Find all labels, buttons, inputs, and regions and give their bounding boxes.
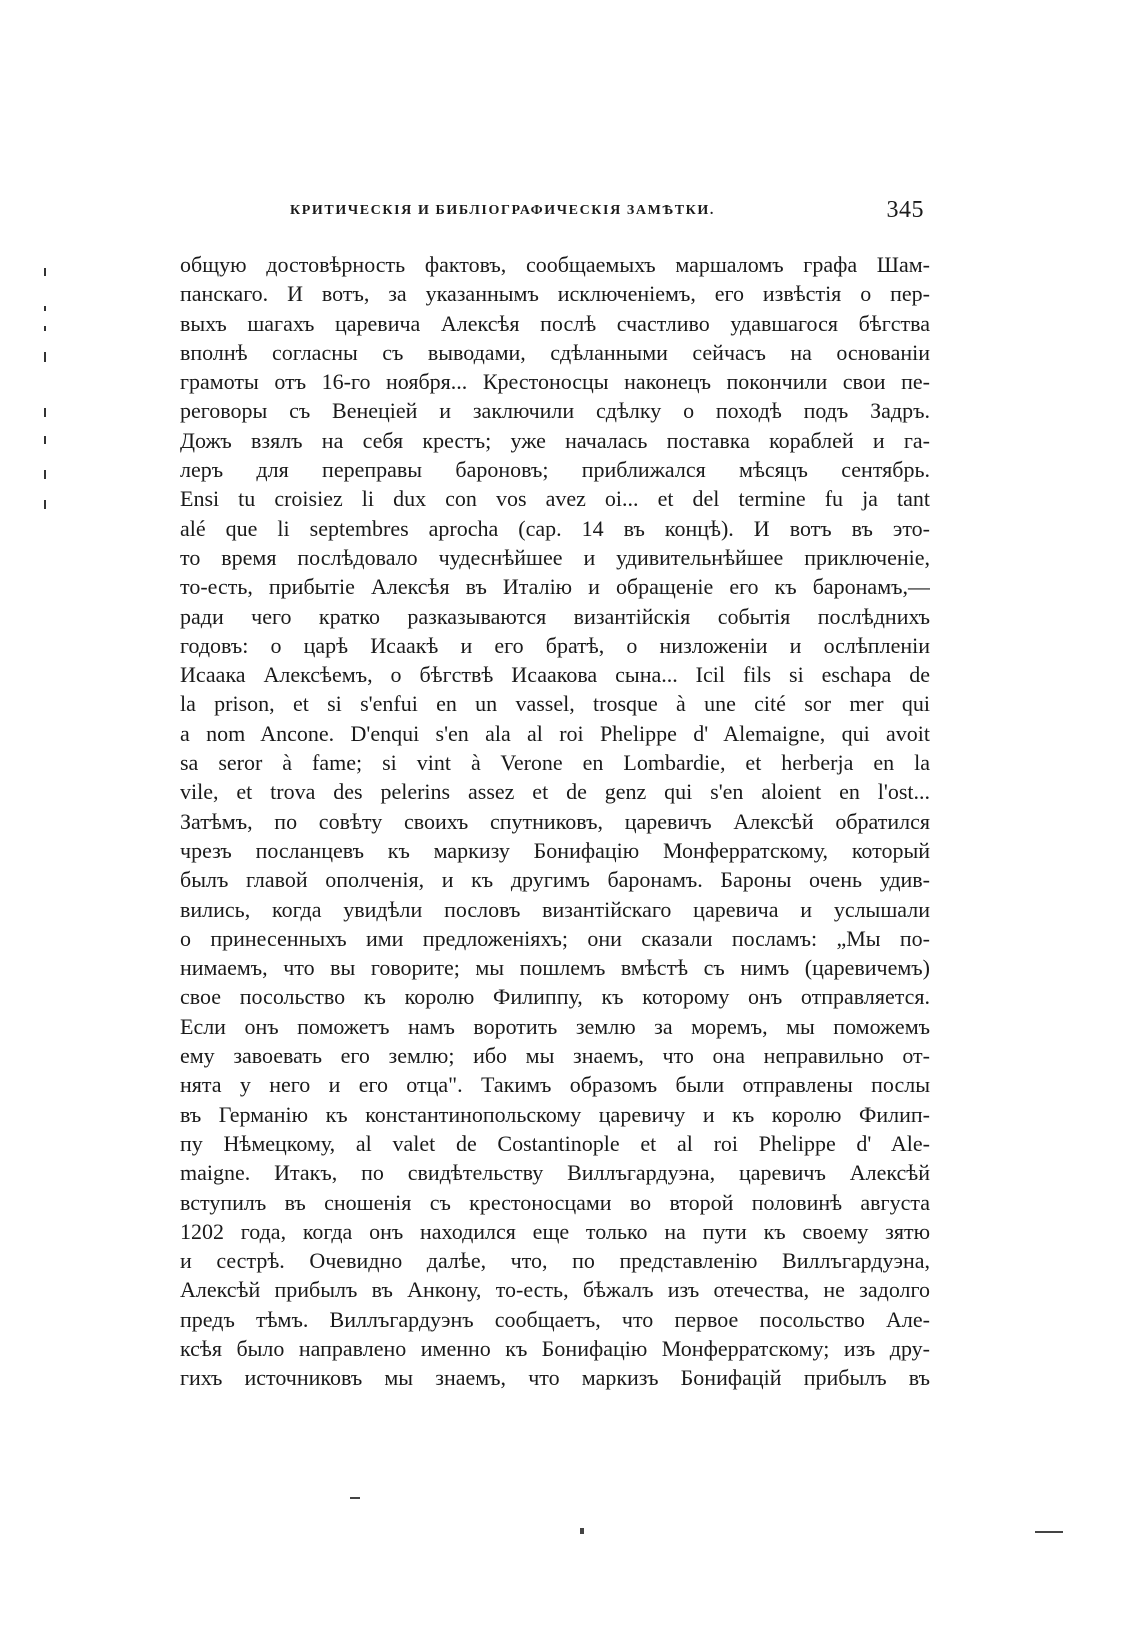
text-line: ксѣя было направлено именно къ Бонифацію Монферратскому; изъ дру-: [180, 1335, 930, 1361]
text-line: реговоры съ Венеціей и заключили сдѣлку о походѣ подъ Задръ.: [180, 398, 930, 424]
text-line: былъ главой ополченія, и къ другимъ баронамъ. Бароны очень удив-: [180, 867, 930, 893]
text-line: alé que li septembres aprocha (cap. 14 въ концѣ). И вотъ въ это-: [180, 515, 930, 541]
margin-mark: [44, 436, 46, 444]
scan-artifact: [580, 1528, 584, 1534]
text-line: грамоты отъ 16-го ноября... Крестоносцы наконецъ покончили свои пе-: [180, 369, 930, 395]
text-line: и сестрѣ. Очевидно далѣе, что, по представленію Виллъгардуэна,: [180, 1248, 930, 1274]
scan-artifact: [1035, 1531, 1063, 1533]
text-line: вступилъ въ сношенія съ крестоносцами во второй половинѣ августа: [180, 1189, 930, 1215]
text-line: Алексѣй прибылъ въ Анкону, то-есть, бѣжалъ изъ отечества, не задолго: [180, 1277, 930, 1303]
text-line: 1202 года, когда онъ находился еще только на пути къ своему зятю: [180, 1218, 930, 1244]
margin-mark: [44, 326, 46, 331]
text-line: Затѣмъ, по совѣту своихъ спутниковъ, царевичъ Алексѣй обратился: [180, 808, 930, 834]
text-line: пу Нѣмецкому, al valet de Costantinople et al roi Phelippe d' Ale-: [180, 1130, 930, 1156]
body-text: [180, 250, 930, 1393]
text-line: годовъ: о царѣ Исаакѣ и его братѣ, о низложеніи и ослѣпленіи: [180, 632, 930, 658]
text-line: въ Германію къ константинопольскому царевичу и къ королю Филип-: [180, 1101, 930, 1127]
text-line: vile, et trova des pelerins assez et de genz qui s'en aloient en l'ost...: [180, 779, 930, 805]
text-line: общую достовѣрность фактовъ, сообщаемыхъ маршаломъ графа Шам-: [180, 252, 930, 277]
text-line: la prison, et si s'enfui en un vassel, trosque à une cité sor mer qui: [180, 691, 930, 717]
text-line: чрезъ посланцевъ къ маркизу Бонифацію Монферратскому, который: [180, 837, 930, 863]
text-line: maigne. Итакъ, по свидѣтельству Виллъгардуэна, царевичъ Алексѣй: [180, 1160, 930, 1186]
text-line: Исаака Алексѣемъ, о бѣгствѣ Исаакова сына... Icil fils si eschapa de: [180, 662, 930, 688]
page-number: 345: [886, 197, 924, 223]
margin-mark: [44, 500, 46, 509]
text-line: Дожъ взялъ на себя крестъ; уже началась поставка кораблей и га-: [180, 427, 930, 453]
text-line: гихъ источниковъ мы знаемъ, что маркизъ Бонифацій прибылъ въ: [180, 1365, 930, 1391]
text-line: свое посольство къ королю Филиппу, къ которому онъ отправляется.: [180, 984, 930, 1010]
text-line: предъ тѣмъ. Виллъгардуэнъ сообщаетъ, что первое посольство Але-: [180, 1306, 930, 1332]
text-line: о принесенныхъ ими предложеніяхъ; они сказали посламъ: „Мы по-: [180, 925, 930, 951]
text-line: выхъ шагахъ царевича Алексѣя послѣ счастливо удавшагося бѣгства: [180, 310, 930, 336]
running-head: [180, 197, 930, 231]
text-line: то время послѣдовало чудеснѣйшее и удивительнѣйшее приключеніе,: [180, 544, 930, 570]
margin-mark: [44, 352, 46, 362]
margin-mark: [44, 408, 46, 417]
text-line: панскаго. И вотъ, за указаннымъ исключеніемъ, его извѣстія о пер-: [180, 281, 930, 307]
text-line: то-есть, прибытіе Алексѣя въ Италію и обращеніе его къ баронамъ,—: [180, 574, 930, 600]
margin-mark: [44, 306, 46, 311]
text-line: нимаемъ, что вы говорите; мы пошлемъ вмѣстѣ съ нимъ (царевичемъ): [180, 955, 930, 981]
text-line: леръ для переправы бароновъ; приближался мѣсяцъ сентябрь.: [180, 457, 930, 483]
scan-artifact: [350, 1497, 360, 1499]
text-line: вились, когда увидѣли пословъ византійскаго царевича и услышали: [180, 896, 930, 922]
margin-mark: [44, 268, 46, 276]
text-line: a nom Ancone. D'enqui s'en ala al roi Phelippe d' Alemaigne, qui avoit: [180, 720, 930, 746]
margin-mark: [44, 470, 46, 479]
text-line: ради чего кратко разказываются византійскія событія послѣднихъ: [180, 603, 930, 629]
running-title: КРИТИЧЕСКІЯ И БИБЛІОГРАФИЧЕСКІЯ ЗАМѢТКИ.: [290, 203, 715, 218]
text-line: ему завоевать его землю; ибо мы знаемъ, что она неправильно от-: [180, 1043, 930, 1069]
text-line: нята у него и его отца". Такимъ образомъ были отправлены послы: [180, 1072, 930, 1098]
text-line: Ensi tu croisiez li dux con vos avez oi... et del termine fu ja tant: [180, 486, 930, 512]
text-line: Если онъ поможетъ намъ воротить землю за моремъ, мы поможемъ: [180, 1013, 930, 1039]
text-line: sa seror à fame; si vint à Verone en Lombardie, et herberja en la: [180, 750, 930, 776]
text-line: вполнѣ согласны съ выводами, сдѣланными сейчасъ на основаніи: [180, 339, 930, 365]
